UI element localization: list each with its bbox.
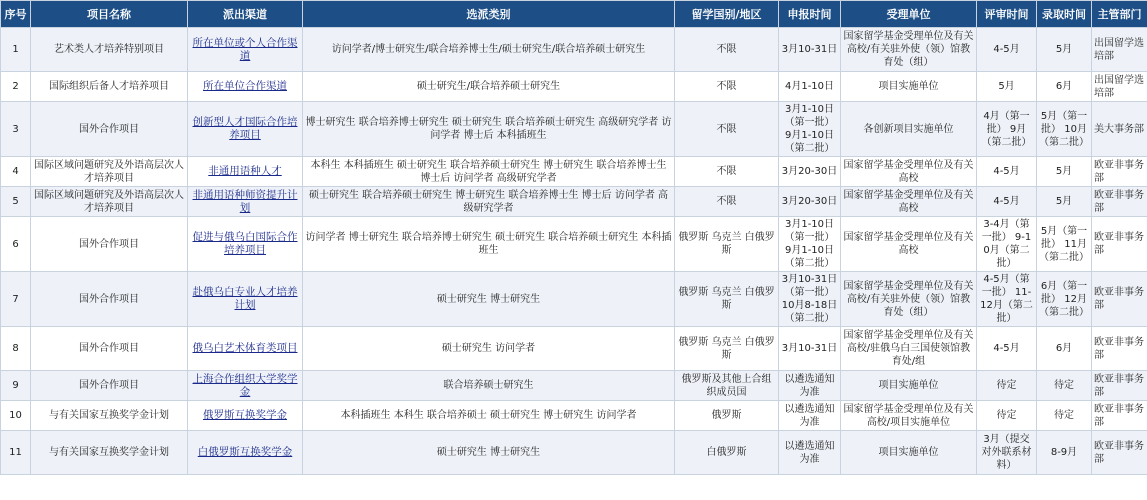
row-admit-time: 5月（第一批） 10月（第二批） [1037, 102, 1092, 157]
row-no: 5 [1, 187, 31, 217]
header-category: 选派类别 [303, 1, 675, 28]
row-category: 博士研究生 联合培养博士研究生 硕士研究生 联合培养硕士研究生 高级研究学者 访问学者 博士后 本科插班生 [303, 102, 675, 157]
row-name: 国外合作项目 [31, 371, 188, 401]
header-admit-time: 录取时间 [1037, 1, 1092, 28]
table-row [1, 187, 1147, 217]
row-review-time: 4-5月 [977, 327, 1037, 371]
row-admit-time: 8-9月 [1037, 431, 1092, 475]
row-dept: 欧亚非事务部 [1092, 187, 1147, 217]
row-country: 俄罗斯 乌克兰 白俄罗斯 [675, 327, 779, 371]
row-dept: 欧亚非事务部 [1092, 401, 1147, 431]
row-dept: 欧亚非事务部 [1092, 157, 1147, 187]
row-no: 2 [1, 72, 31, 102]
row-apply-time: 以遴选通知为准 [779, 431, 841, 475]
row-admit-time: 5月 [1037, 28, 1092, 72]
row-country: 不限 [675, 187, 779, 217]
row-channel [188, 217, 303, 272]
table-row [1, 431, 1147, 475]
row-no: 9 [1, 371, 31, 401]
row-admit-time: 6月 [1037, 72, 1092, 102]
row-no: 6 [1, 217, 31, 272]
header-dept: 主管部门 [1092, 1, 1147, 28]
row-unit: 项目实施单位 [841, 72, 977, 102]
row-apply-time: 以遴选通知为准 [779, 401, 841, 431]
row-review-time: 5月 [977, 72, 1037, 102]
row-channel [188, 28, 303, 72]
row-apply-time: 4月1-10日 [779, 72, 841, 102]
channel-link[interactable]: 上海合作组织大学奖学金 [192, 372, 298, 398]
channel-link[interactable]: 俄乌白艺术体育类项目 [192, 342, 298, 354]
row-country: 不限 [675, 102, 779, 157]
row-apply-time: 以遴选通知为准 [779, 371, 841, 401]
channel-link[interactable]: 非通用语种人才 [208, 165, 282, 177]
row-country: 俄罗斯及其他上合组织成员国 [675, 371, 779, 401]
row-review-time: 待定 [977, 371, 1037, 401]
channel-link[interactable]: 赴俄乌白专业人才培养计划 [192, 286, 298, 311]
row-channel [188, 272, 303, 327]
header-apply-time: 申报时间 [779, 1, 841, 28]
row-category: 访问学者 博士研究生 联合培养博士研究生 硕士研究生 联合培养硕士研究生 本科插班生 [303, 217, 675, 272]
header-review-time: 评审时间 [977, 1, 1037, 28]
row-review-time: 4-5月 [977, 157, 1037, 187]
channel-link[interactable]: 非通用语种师资提升计划 [192, 188, 298, 214]
table-row [1, 28, 1147, 72]
row-country: 俄罗斯 乌克兰 白俄罗斯 [675, 217, 779, 272]
row-unit: 国家留学基金受理单位及有关高校/项目实施单位 [841, 401, 977, 431]
row-apply-time: 3月10-31日（第一批） 10月8-18日（第二批） [779, 272, 841, 327]
row-name: 国外合作项目 [31, 272, 188, 327]
row-dept: 欧亚非事务部 [1092, 371, 1147, 401]
row-unit: 国家留学基金受理单位及有关高校/有关驻外使（领）馆教育处（组） [841, 28, 977, 72]
row-dept: 欧亚非事务部 [1092, 217, 1147, 272]
row-name: 国际组织后备人才培养项目 [31, 72, 188, 102]
row-admit-time: 5月 [1037, 187, 1092, 217]
row-channel [188, 371, 303, 401]
row-name: 国外合作项目 [31, 102, 188, 157]
row-admit-time: 5月（第一批） 11月（第二批） [1037, 217, 1092, 272]
row-channel [188, 327, 303, 371]
row-review-time: 4-5月 [977, 187, 1037, 217]
row-name: 国外合作项目 [31, 327, 188, 371]
row-apply-time: 3月1-10日（第一批） 9月1-10日（第二批） [779, 217, 841, 272]
row-country: 不限 [675, 28, 779, 72]
row-review-time: 3-4月（第一批） 9-10月（第二批） [977, 217, 1037, 272]
row-apply-time: 3月10-31日 [779, 327, 841, 371]
channel-link[interactable]: 所在单位合作渠道 [203, 80, 287, 92]
row-apply-time: 3月10-31日 [779, 28, 841, 72]
channel-link[interactable]: 白俄罗斯互换奖学金 [197, 446, 293, 458]
row-dept: 欧亚非事务部 [1092, 327, 1147, 371]
channel-link[interactable]: 创新型人才国际合作培养项目 [192, 116, 298, 141]
header-name: 项目名称 [31, 1, 188, 28]
row-channel [188, 72, 303, 102]
table-body [1, 28, 1147, 475]
row-category: 本科插班生 本科生 联合培养硕士 硕士研究生 博士研究生 访问学者 [303, 401, 675, 431]
row-admit-time: 待定 [1037, 401, 1092, 431]
row-category: 硕士研究生 联合培养硕士研究生 博士研究生 联合培养博士生 博士后 访问学者 高级研究学者 [303, 187, 675, 217]
row-category: 硕士研究生 访问学者 [303, 327, 675, 371]
row-country: 不限 [675, 72, 779, 102]
row-apply-time: 3月20-30日 [779, 187, 841, 217]
row-category: 本科生 本科插班生 硕士研究生 联合培养硕士研究生 博士研究生 联合培养博士生 博士后 访问学者 高级研究学者 [303, 157, 675, 187]
row-dept: 出国留学选培部 [1092, 72, 1147, 102]
row-channel [188, 401, 303, 431]
row-unit: 各创新项目实施单位 [841, 102, 977, 157]
row-dept: 欧亚非事务部 [1092, 431, 1147, 475]
row-category: 访问学者/博士研究生/联合培养博士生/硕士研究生/联合培养硕士研究生 [303, 28, 675, 72]
row-channel [188, 102, 303, 157]
table-row [1, 72, 1147, 102]
row-dept: 欧亚非事务部 [1092, 272, 1147, 327]
row-review-time: 4月（第一批） 9月（第二批） [977, 102, 1037, 157]
row-no: 8 [1, 327, 31, 371]
row-country: 俄罗斯 乌克兰 白俄罗斯 [675, 272, 779, 327]
row-no: 3 [1, 102, 31, 157]
table-header [1, 1, 1147, 28]
row-unit: 国家留学基金受理单位及有关高校/有关驻外使（领）馆教育处（组） [841, 272, 977, 327]
row-review-time: 4-5月（第一批） 11-12月（第二批） [977, 272, 1037, 327]
row-unit: 国家留学基金受理单位及有关高校 [841, 217, 977, 272]
row-name: 与有关国家互换奖学金计划 [31, 401, 188, 431]
header-country: 留学国别/地区 [675, 1, 779, 28]
row-no: 1 [1, 28, 31, 72]
row-channel [188, 187, 303, 217]
row-no: 10 [1, 401, 31, 431]
row-apply-time: 3月20-30日 [779, 157, 841, 187]
table-row [1, 157, 1147, 187]
row-category: 硕士研究生 博士研究生 [303, 272, 675, 327]
row-unit: 项目实施单位 [841, 371, 977, 401]
row-unit: 国家留学基金受理单位及有关高校 [841, 187, 977, 217]
table-row [1, 327, 1147, 371]
row-admit-time: 5月 [1037, 157, 1092, 187]
row-review-time: 4-5月 [977, 28, 1037, 72]
channel-link[interactable]: 俄罗斯互换奖学金 [203, 409, 287, 421]
row-admit-time: 待定 [1037, 371, 1092, 401]
table-row [1, 102, 1147, 157]
table-row [1, 401, 1147, 431]
row-name: 与有关国家互换奖学金计划 [31, 431, 188, 475]
row-admit-time: 6月（第一批） 12月（第二批） [1037, 272, 1092, 327]
row-country: 不限 [675, 157, 779, 187]
row-no: 4 [1, 157, 31, 187]
table-row [1, 371, 1147, 401]
row-channel [188, 157, 303, 187]
row-channel [188, 431, 303, 475]
row-dept: 出国留学选培部 [1092, 28, 1147, 72]
row-dept: 美大事务部 [1092, 102, 1147, 157]
header-unit: 受理单位 [841, 1, 977, 28]
row-name: 国际区域问题研究及外语高层次人才培养项目 [31, 187, 188, 217]
table-row [1, 272, 1147, 327]
row-unit: 国家留学基金受理单位及有关高校/驻俄乌白三国使领馆教育处/组 [841, 327, 977, 371]
row-category: 硕士研究生 博士研究生 [303, 431, 675, 475]
table-row [1, 217, 1147, 272]
row-apply-time: 3月1-10日（第一批） 9月1-10日（第二批） [779, 102, 841, 157]
row-review-time: 待定 [977, 401, 1037, 431]
row-name: 国际区域问题研究及外语高层次人才培养项目 [31, 157, 188, 187]
channel-link[interactable]: 所在单位或个人合作渠道 [192, 36, 298, 62]
row-category: 硕士研究生/联合培养硕士研究生 [303, 72, 675, 102]
row-no: 7 [1, 272, 31, 327]
row-name: 国外合作项目 [31, 217, 188, 272]
row-country: 俄罗斯 [675, 401, 779, 431]
header-no: 序号 [1, 1, 31, 28]
row-unit: 项目实施单位 [841, 431, 977, 475]
row-unit: 国家留学基金受理单位及有关高校 [841, 157, 977, 187]
row-category: 联合培养硕士研究生 [303, 371, 675, 401]
row-no: 11 [1, 431, 31, 475]
channel-link[interactable]: 促进与俄乌白国际合作培养项目 [192, 231, 298, 256]
header-channel: 派出渠道 [188, 1, 303, 28]
row-name: 艺术类人才培养特别项目 [31, 28, 188, 72]
row-admit-time: 6月 [1037, 327, 1092, 371]
row-review-time: 3月（提交对外联系材料） [977, 431, 1037, 475]
row-country: 白俄罗斯 [675, 431, 779, 475]
